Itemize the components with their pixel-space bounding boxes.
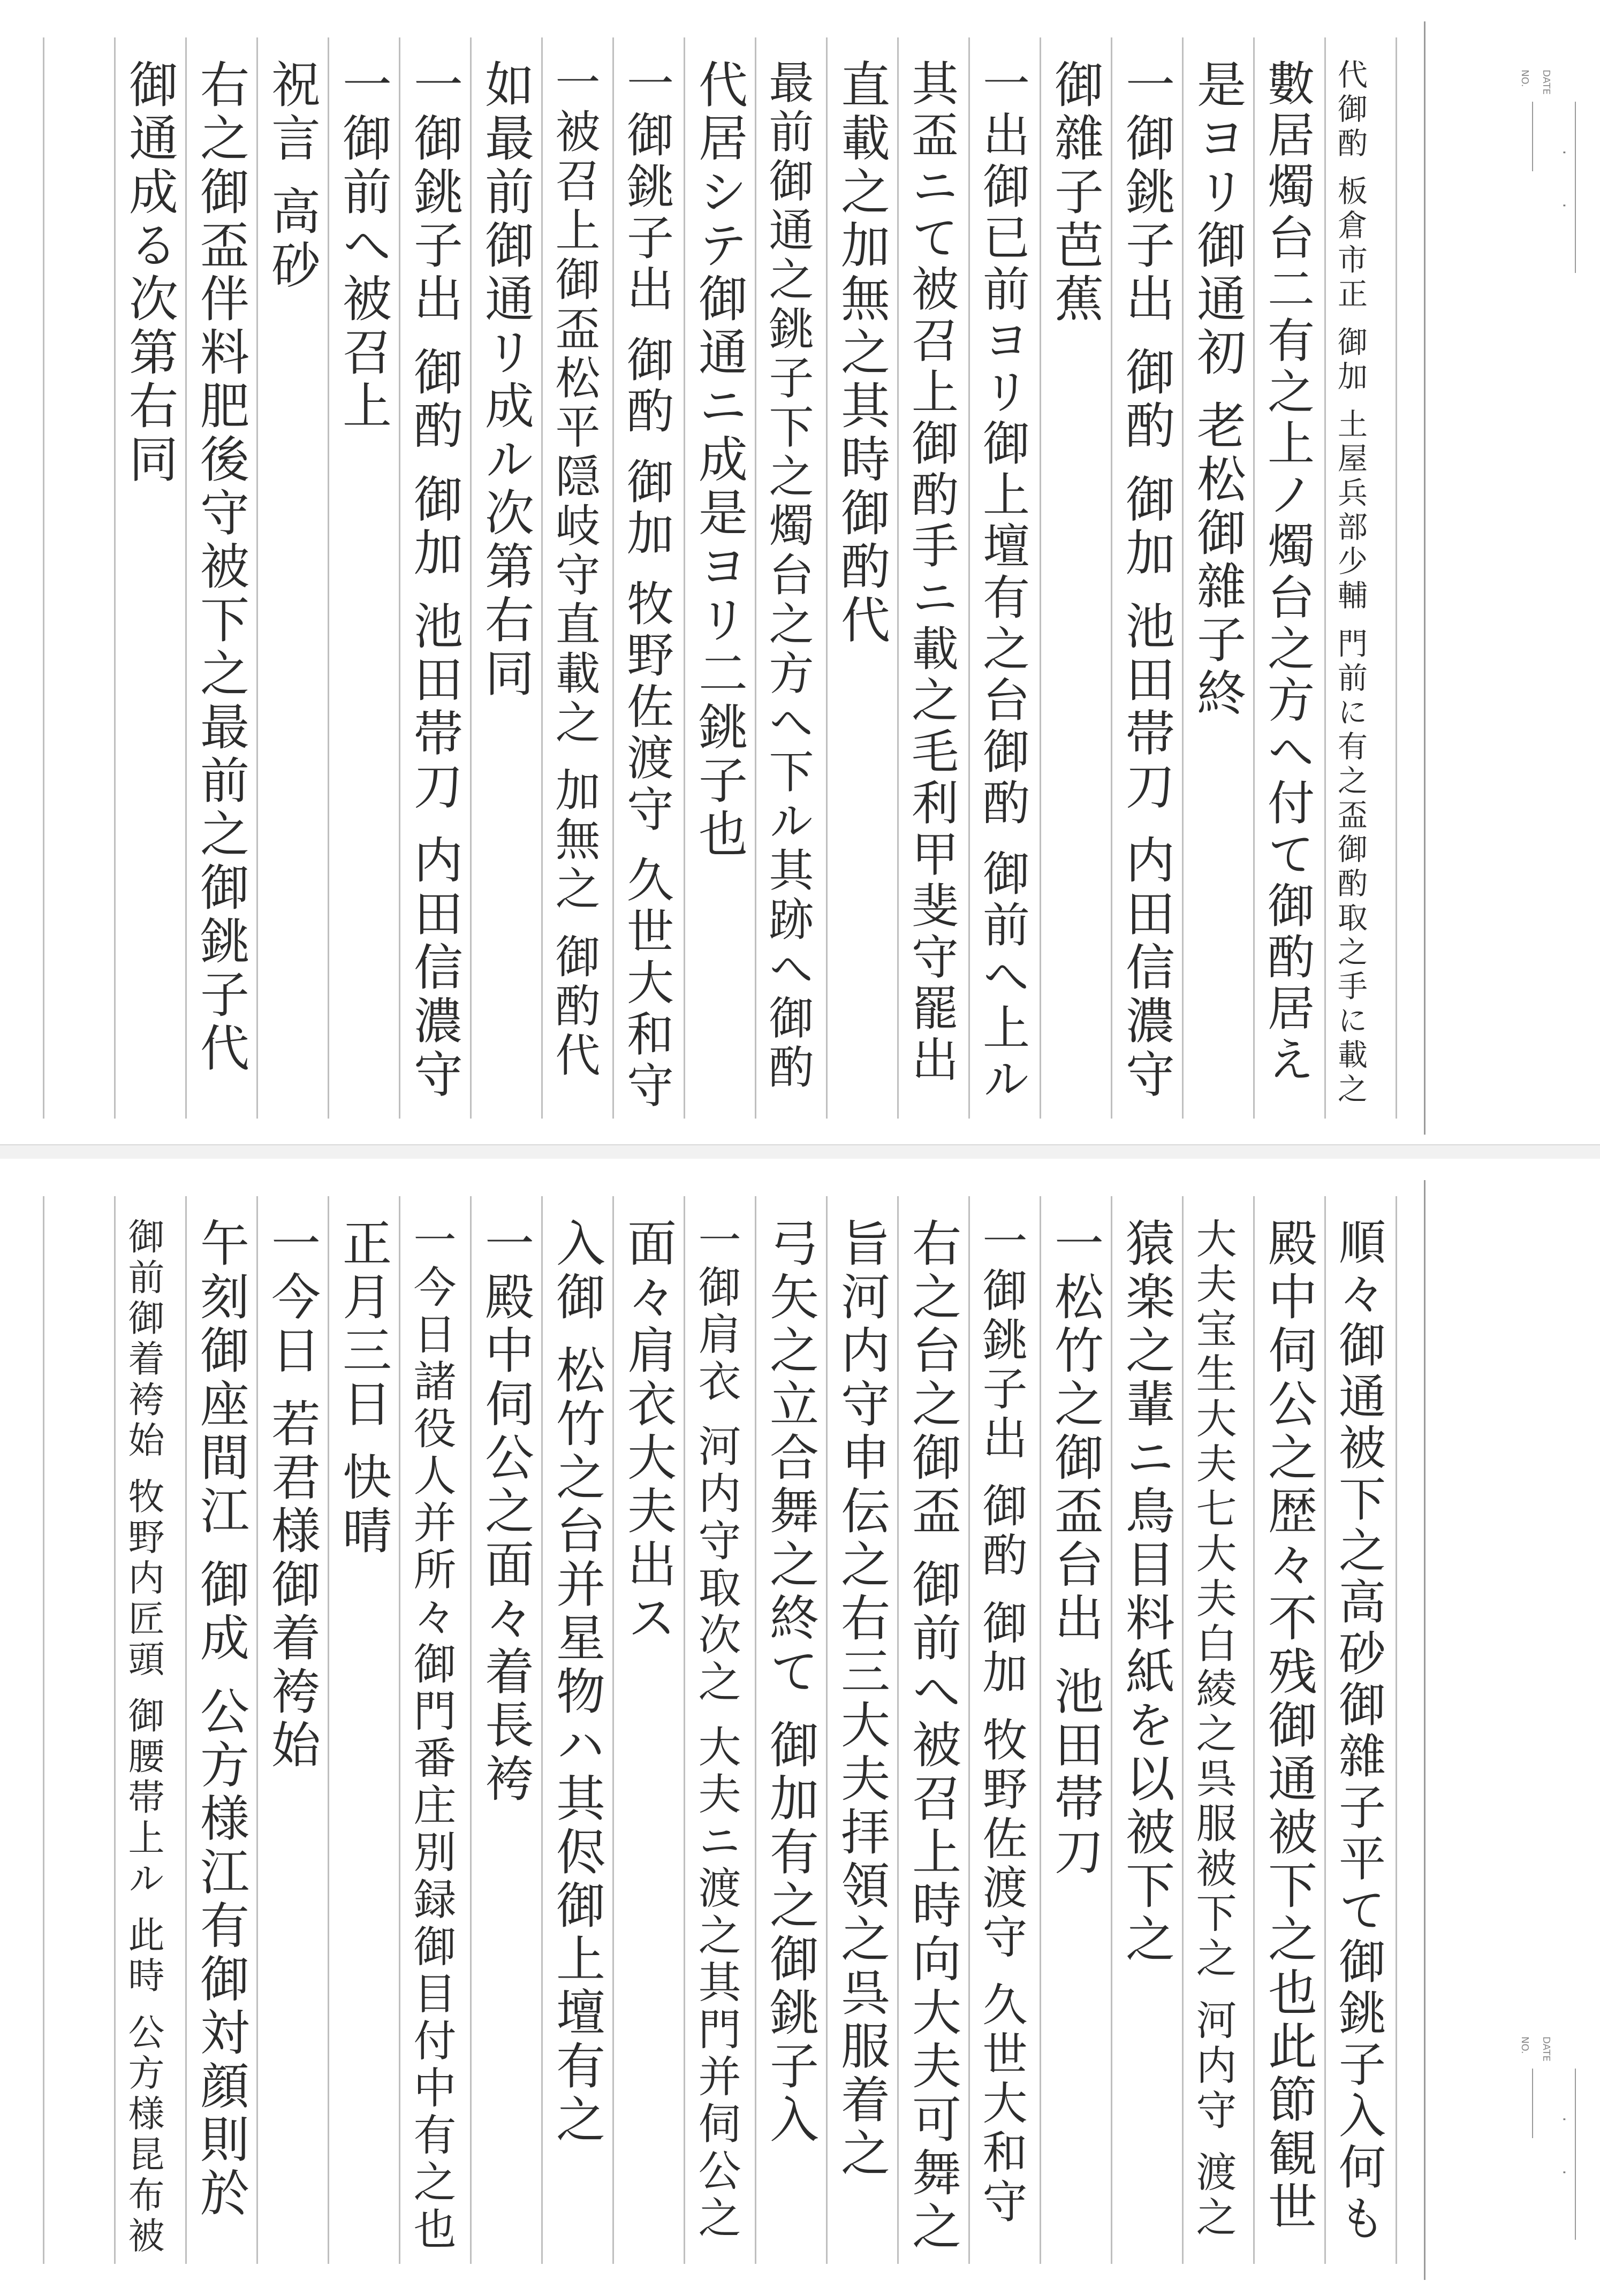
ruled-line [541, 1196, 543, 2264]
handwritten-line: 是ヨリ御通初 老松御雜子終 [1189, 59, 1246, 721]
handwritten-line: 猿楽之輩ニ鳥目料紙を以被下之 [1118, 1218, 1175, 1967]
handwritten-line: 御通成る次第右同 [121, 59, 178, 487]
handwritten-line: 直載之加無之其時御酌代 [833, 59, 890, 648]
handwritten-line: 面々肩衣大夫出ス [619, 1218, 677, 1646]
handwritten-line: 右之台之御盃 御前へ被召上時向大夫可舞之 [904, 1218, 961, 2255]
date-line [1575, 102, 1576, 273]
handwritten-line: 數居燭台二有之上ノ燭台之方へ付て御酌居え [1260, 59, 1315, 1086]
handwritten-line: 殿中伺公之歴々不残御通被下之也此節観世 [1260, 1218, 1317, 2234]
handwritten-line: 御前御着袴始 牧野内匠頭 御腰帯上ル 此時 公方様昆布被 [122, 1218, 164, 2257]
date-label: DATE [1541, 2036, 1552, 2062]
ruled-line [1111, 37, 1112, 1119]
page-header [1509, 70, 1589, 294]
ruled-line [256, 1196, 258, 2264]
ruled-line [470, 1196, 472, 2264]
ruled-line [1111, 1196, 1112, 2264]
margin-rule [1424, 1180, 1425, 2280]
ruled-line [826, 1196, 828, 2264]
handwritten-line: 一御銚子出 御酌 御加 牧野佐渡守 久世大和守 [619, 59, 674, 1112]
ruled-line [1040, 1196, 1041, 2264]
handwritten-line: 一御銚子出 御酌 御加 池田帯刀 内田信濃守 [406, 59, 463, 1102]
handwritten-line: 如最前御通リ成ル次第右同 [477, 59, 534, 701]
handwritten-line: 大夫宝生大夫七大夫白綾之呉服被下之 河内守 渡之 [1189, 1218, 1237, 2241]
ruled-line [1182, 37, 1184, 1119]
ruled-line [612, 37, 614, 1119]
ruled-line [470, 37, 472, 1119]
handwritten-line: 入御 松竹之台并星物ハ其侭御上壇有之 [548, 1218, 605, 2148]
handwritten-line: 順々御通被下之高砂御雜子平て御銚子入何も [1331, 1218, 1386, 2245]
ruled-line [1040, 37, 1041, 1119]
ruled-line [114, 1196, 116, 2264]
ruled-line [1253, 37, 1255, 1119]
ruled-line [43, 37, 44, 1119]
handwritten-line: 弓矢之立合舞之終て 御加有之御銚子入 [762, 1218, 819, 2148]
ruled-line [185, 1196, 187, 2264]
ruled-line [755, 1196, 756, 2264]
handwritten-line: 祝言 高砂 [263, 59, 321, 293]
handwritten-line: 一今日諸役人并所々御門番庄別録御目付中有之也 [406, 1218, 456, 2254]
ruled-line [1396, 1196, 1397, 2264]
ruled-line [328, 1196, 329, 2264]
ruled-line [114, 37, 116, 1119]
handwritten-line: 一御銚子出 御酌 御加 池田帯刀 内田信濃守 [1118, 59, 1175, 1102]
ruled-line [612, 1196, 614, 2264]
handwritten-line: 一松竹之御盃台出 池田帯刀 [1047, 1218, 1104, 1880]
notebook-page-bottom [0, 1159, 1600, 2296]
date-dots: · · [1554, 2117, 1573, 2196]
ruled-line [541, 37, 543, 1119]
ruled-line [1324, 37, 1326, 1119]
handwritten-line: 一出御已前ヨリ御上壇有之台御酌 御前へ上ル [975, 59, 1030, 1106]
handwritten-line: 一殿中伺公之面々着長袴 [477, 1218, 534, 1806]
no-label: NO. [1519, 2036, 1530, 2054]
handwritten-line: 一被召上御盃松平隠岐守直載之 加無之 御酌代 [548, 59, 601, 1081]
ruled-line [897, 1196, 899, 2264]
handwritten-line: 代御酌 板倉市正 御加 土屋兵部少輔 門前に有之盃御酌取之手に載之 [1333, 59, 1368, 1108]
ruled-line [755, 37, 756, 1119]
handwritten-line: 右之御盃伴料肥後守被下之最前之御銚子代 [192, 59, 249, 1076]
handwritten-line: 旨河内守申伝之右三大夫拝領之呉服着之 [833, 1218, 890, 2181]
ruled-line [897, 37, 899, 1119]
handwritten-line: 正月三日 快晴 [335, 1218, 392, 1559]
ruled-line [1182, 1196, 1184, 2264]
ruled-line [684, 1196, 685, 2264]
margin-rule [1424, 21, 1425, 1135]
date-line [1575, 2069, 1576, 2240]
handwritten-line: 一御前へ被召上 [335, 59, 392, 434]
date-dots: · · [1554, 150, 1573, 230]
handwritten-line: 一御肩衣 河内守取次之 大夫ニ渡之其門并伺公之 [691, 1218, 741, 2242]
no-line [1532, 102, 1533, 171]
ruled-line [328, 37, 329, 1119]
page-header [1509, 2036, 1589, 2261]
ruled-line [185, 37, 187, 1119]
handwritten-line: 御雜子芭蕉 [1047, 59, 1104, 326]
ruled-line [256, 37, 258, 1119]
ruled-line [399, 37, 400, 1119]
ruled-line [968, 37, 970, 1119]
handwritten-line: 其盃ニて被召上御酌手ニ載之毛利甲斐守罷出 [904, 59, 959, 1086]
ruled-line [968, 1196, 970, 2264]
ruled-line [1396, 37, 1397, 1119]
handwritten-line: 代居シテ御通ニ成是ヨリ二銚子也 [691, 59, 748, 862]
handwritten-line: 一御銚子出 御酌 御加 牧野佐渡守 久世大和守 [975, 1218, 1028, 2227]
ruled-line [1324, 1196, 1326, 2264]
ruled-line [43, 1196, 44, 2264]
ruled-line [826, 37, 828, 1119]
handwritten-line: 一今日 若君様御着袴始 [263, 1218, 321, 1773]
handwritten-line: 午刻御座間江 御成 公方様江有御対顔則於 [192, 1218, 249, 2221]
handwritten-line: 最前御通之銚子下之燭台之方へ下ル其跡へ御酌 [762, 59, 814, 1093]
ruled-line [399, 1196, 400, 2264]
ruled-line [1253, 1196, 1255, 2264]
no-line [1532, 2069, 1533, 2138]
no-label: NO. [1519, 70, 1530, 87]
ruled-line [684, 37, 685, 1119]
date-label: DATE [1541, 70, 1552, 95]
